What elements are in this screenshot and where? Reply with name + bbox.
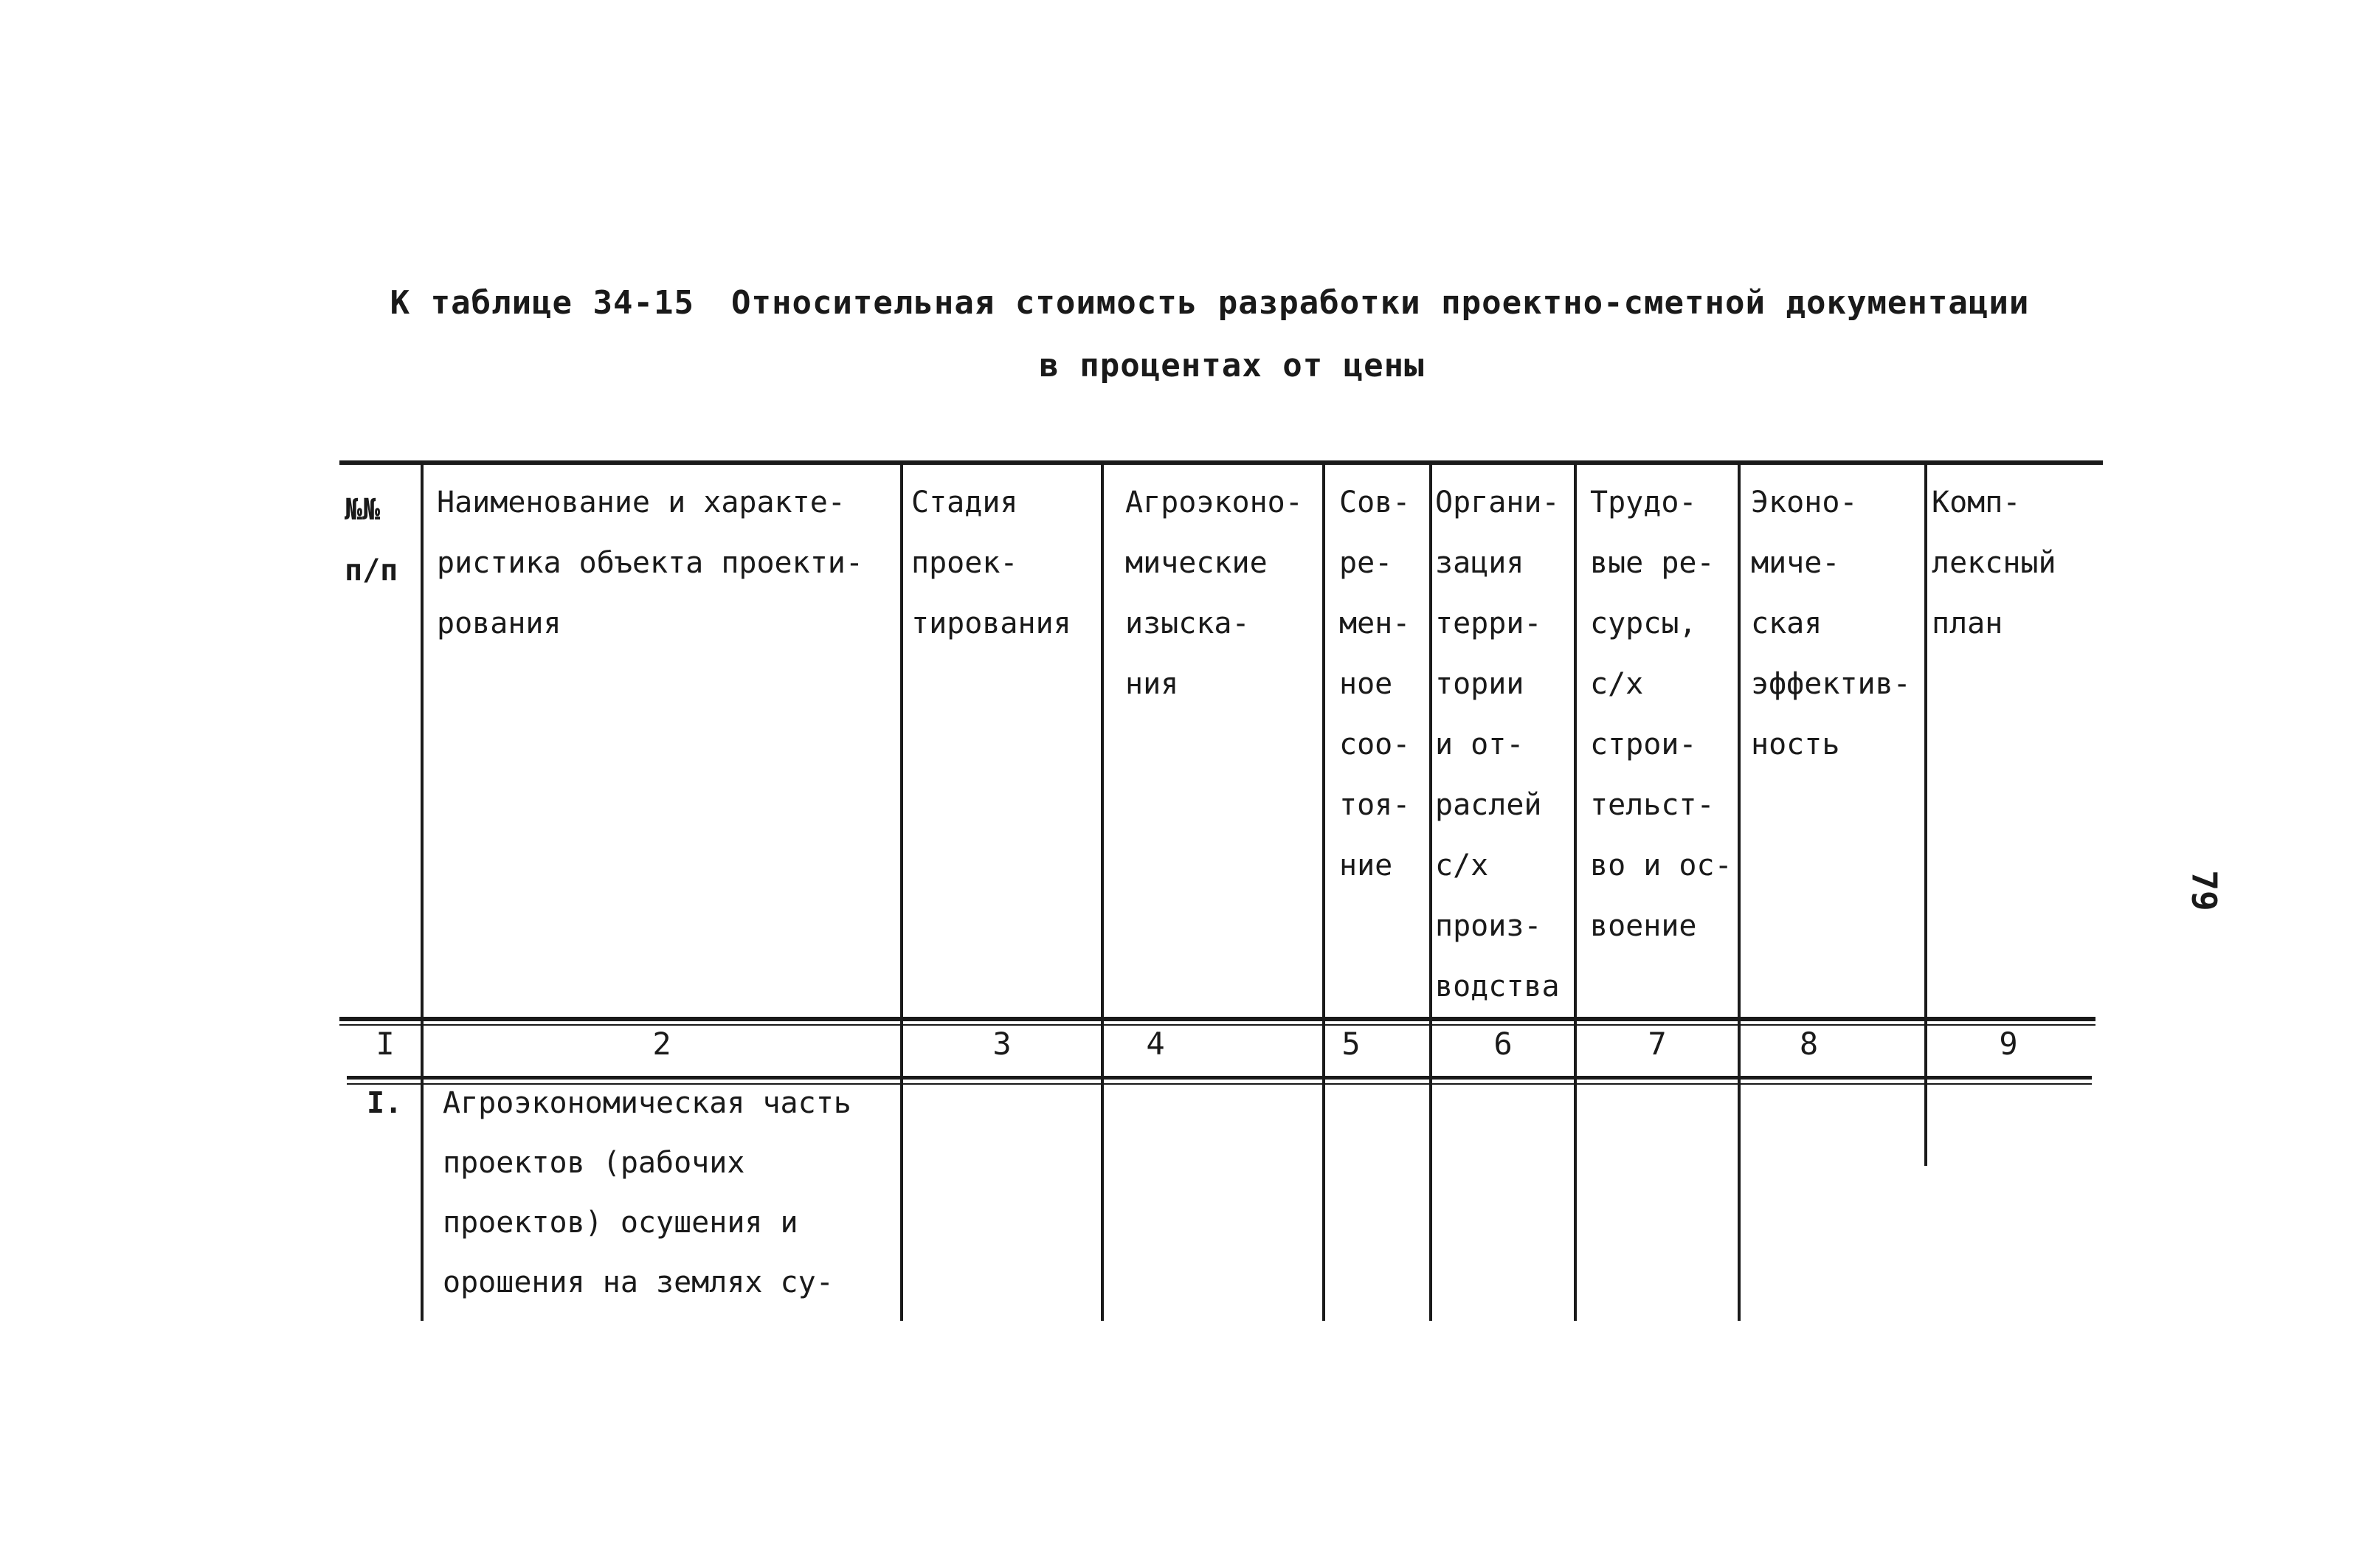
column-number-7: 7 (1648, 1026, 1667, 1062)
column-number-5: 5 (1341, 1026, 1361, 1062)
column-divider-7 (1738, 465, 1741, 1321)
header-current-state: Сов- ре- мен- ное соо- тоя- ние (1339, 486, 1411, 883)
column-number-6: 6 (1493, 1026, 1513, 1062)
column-number-8: 8 (1799, 1026, 1819, 1062)
row-number: I. (367, 1086, 403, 1120)
header-efficiency: Эконо- миче- ская эффектив- ность (1751, 486, 1911, 761)
table-title: Относительная стоимость разработки проектно-сметной документации (730, 284, 2030, 322)
header-organization: Органи- зация терри- тории и от- раслей с/х произ- водства (1435, 486, 1560, 1004)
column-divider-4 (1322, 465, 1325, 1321)
table-top-rule (339, 460, 2103, 465)
column-divider-5 (1429, 465, 1432, 1321)
header-labour-resources: Трудо- вые ре- сурсы, с/х строи- тельст- во и ос- воение (1590, 486, 1732, 943)
header-number: №№ п/п (345, 493, 398, 587)
column-number-2: 2 (652, 1026, 671, 1062)
column-number-9: 9 (1999, 1026, 2018, 1062)
column-number-4: 4 (1146, 1026, 1165, 1062)
column-number-3: 3 (992, 1026, 1012, 1062)
table-caption-line-1 (33, 284, 2353, 322)
table-reference: К таблице 34-15 (390, 284, 694, 322)
header-complex-plan: Комп- лексный план (1932, 486, 2056, 640)
header-name: Наименование и характе- ристика объекта проекти- рования (437, 486, 863, 640)
column-divider-6 (1574, 465, 1577, 1321)
column-number-1: I (376, 1026, 395, 1062)
table-caption-line-2: в процентах от цены (1039, 347, 1425, 384)
row-name: Агроэкономическая часть проектов (рабочих проектов) осушения и орошения на землях су- (443, 1086, 851, 1299)
header-stage: Стадия проек- тирования (911, 486, 1071, 640)
page-number: 79 (2184, 870, 2225, 911)
column-divider-2 (900, 465, 903, 1321)
column-divider-3 (1101, 465, 1104, 1321)
column-divider-1 (421, 465, 424, 1321)
header-agro-surveys: Агроэконо- мические изыска- ния (1125, 486, 1303, 701)
